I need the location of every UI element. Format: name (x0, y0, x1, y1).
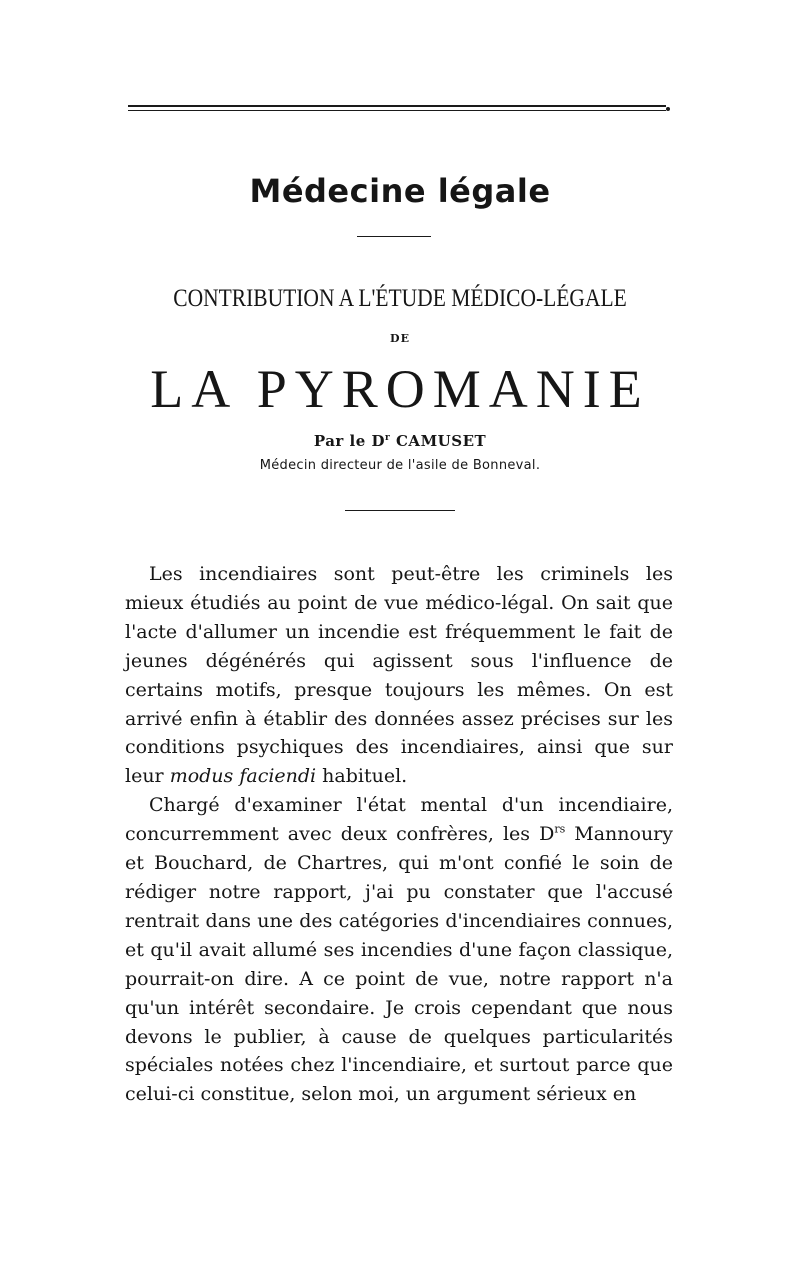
paragraph-1-text-end: habituel. (316, 765, 408, 788)
paragraph-2-text-end: Mannoury et Bouchard, de Chartres, qui m'ont confié le soin de rédiger notre rapport, j'ai pu constater que l'accusé rentrait dans une des catégories d'incendiaires connues, et qu'il avait allumé ses incendies d'une façon classique, pourrait-on dire. A ce point de vue, notre rapport n'a qu'un intérêt secondaire. Je crois cependant que nous devons le publier, à cause de quelques particularités spéciales notées chez l'incendiaire, et surtout parce que celui-ci constitue, selon moi, un argument sérieux en (125, 823, 673, 1106)
paragraph-2 (125, 791, 673, 1109)
top-double-rule-upper (128, 105, 666, 107)
byline-separator-rule (345, 510, 455, 511)
article-body (125, 560, 673, 1109)
author-prefix: Par le D (313, 432, 386, 450)
author-title-sup: r (385, 433, 391, 443)
paragraph-1-italic: modus faciendi (169, 765, 317, 788)
title-separator-rule (357, 236, 431, 237)
article-main-title: LA PYROMANIE (150, 359, 650, 419)
article-heading-line1: CONTRIBUTION A L'ÉTUDE MÉDICO-LÉGALE (173, 285, 627, 312)
paragraph-1 (125, 560, 673, 791)
paragraph-2-text: Chargé d'examiner l'état mental d'un incendiaire, concurremment avec deux confrères, les D (125, 794, 673, 846)
paragraph-1-text: Les incendiaires sont peut-être les criminels les mieux étudiés au point de vue médico-légal. On sait que l'acte d'allumer un incendie est fréquemment le fait de jeunes dégénérés qui agissent sous l'influence de certains motifs, presque toujours les mêmes. On est arrivé enfin à établir des données assez précises sur les conditions psychiques des incendiaires, ainsi que sur leur (125, 563, 673, 788)
author-line (0, 432, 800, 450)
author-affiliation: Médecin directeur de l'asile de Bonneval. (259, 458, 541, 473)
top-rule-end-mark (666, 107, 670, 111)
article-heading-de: DE (390, 332, 410, 345)
paragraph-2-sup: rs (554, 822, 566, 836)
section-title: Médecine légale (249, 172, 551, 210)
author-name: CAMUSET (390, 432, 487, 450)
top-double-rule-lower (128, 110, 666, 111)
